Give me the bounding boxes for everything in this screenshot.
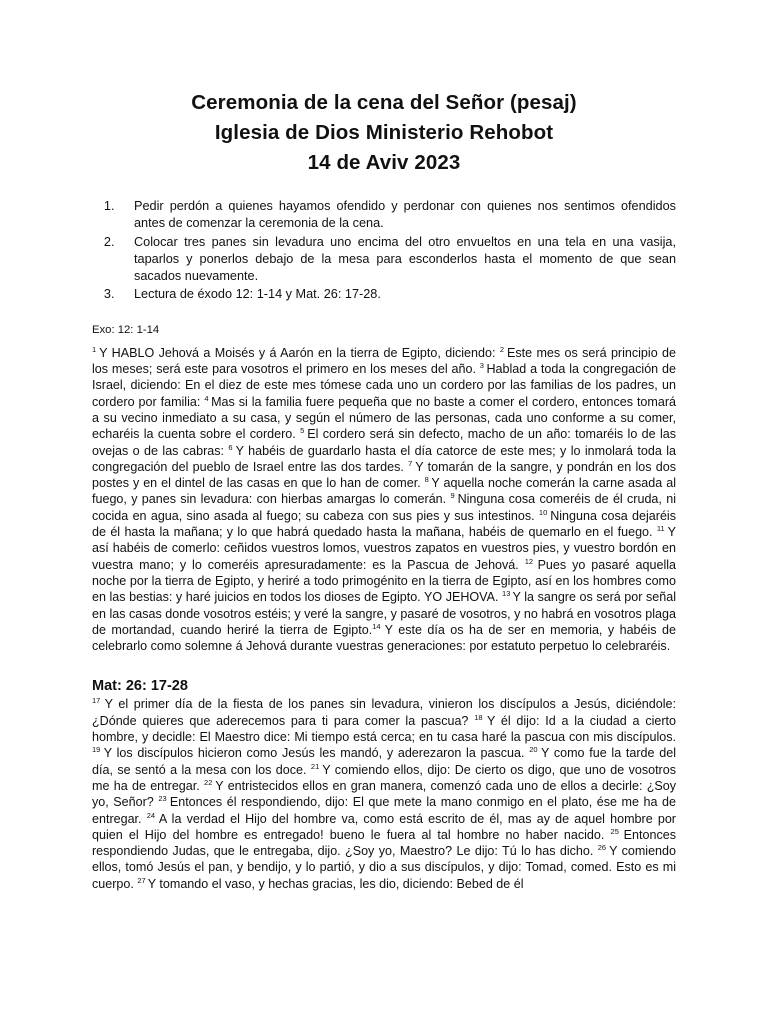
- matthew-passage: [92, 696, 676, 892]
- verse-text: Y comiendo ellos, tomó Jesús el pan, y bendijo, y lo partió, y dio a sus discípulos, y dijo: Tomad, comed. Esto es mi cuerpo.: [92, 844, 676, 891]
- verse-text: Este mes os será principio de los meses; será este para vosotros el primero en los meses del año.: [92, 345, 676, 377]
- subtitle-church: Iglesia de Dios Ministerio Rehobot: [214, 121, 554, 144]
- verse-number: 13: [502, 589, 513, 599]
- verse-number: 21: [310, 761, 323, 771]
- verse-text: El cordero será sin defecto, macho de un año: tomaréis lo de las ovejas o de las cabras:: [92, 427, 676, 458]
- title-date: 14 de Aviv 2023: [307, 151, 461, 174]
- verse-number: 8: [424, 475, 432, 485]
- verse-number: 4: [204, 393, 212, 403]
- verse-text: Y tomando el vaso, y hechas gracias, les dio, diciendo: Bebed de él: [147, 876, 524, 891]
- verse-text: A la verdad el Hijo del hombre va, como está escrito de él, mas ay de aquel hombre por quien el Hijo del hombre es entregado! bueno le fuera al tal hombre no haber nacido.: [92, 811, 676, 842]
- verse-text: Y el primer día de la fiesta de los panes sin levadura, vinieron los discípulos a Jesús, diciéndole: ¿Dónde quieres que aderecemos para ti para comer la pascua?: [92, 697, 676, 728]
- verse-text: Y aquella noche comerán la carne asada al fuego, y panes sin levadura: con hierbas amargas lo comerán.: [92, 476, 676, 507]
- verse-number: 12: [524, 556, 538, 566]
- verse-number: 17: [92, 696, 105, 706]
- verse-text: Y este día os ha de ser en memoria, y habéis de celebrarlo como solemne á Jehová durante vuestras generaciones: por estatuto perpetuo lo celebraréis.: [92, 622, 676, 654]
- verse-text: Ninguna cosa comeréis de él cruda, ni cocida en agua, sino asada al fuego; su cabeza con sus pies y sus intestinos.: [92, 492, 676, 523]
- verse-text: Y la sangre os será por señal en las casas donde vosotros estéis; y veré la sangre, y pasaré de vosotros, y no habrá en vosotros plaga de mortandad, cuando heriré la tierra de Egipto.: [92, 590, 676, 637]
- verse-text: Y habéis de guardarlo hasta el día catorce de este mes; y lo inmolará toda la congregación del pueblo de Israel entre las dos tardes.: [92, 443, 677, 474]
- step-item: 1. Pedir perdón a quienes hayamos ofendido y perdonar con quienes nos sentimos ofendidos antes de comenzar la ceremonia de la cena.: [118, 198, 676, 233]
- title-line: Ceremonia de la cena del Señor (pesaj): [191, 91, 577, 114]
- verse-text: Entonces él respondiendo, dijo: El que mete la mano conmigo en el plato, ése me ha de entregar.: [92, 795, 676, 826]
- verse-number: 27: [137, 875, 148, 885]
- verse-number: 25: [610, 826, 624, 836]
- verse-number: 19: [92, 745, 104, 755]
- verse-text: Ninguna cosa dejaréis de él hasta la mañana; y lo que habrá quedado hasta la mañana, habéis de quemarlo en el fuego.: [92, 508, 676, 540]
- verse-number: 26: [597, 843, 610, 853]
- verse-text: Y entristecidos ellos en gran manera, comenzó cada uno de ellos a decirle: ¿Soy yo, Señor?: [92, 778, 676, 810]
- verse-text: Y como fue la tarde del día, se sentó a la mesa con los doce.: [92, 746, 676, 777]
- exodus-heading: Exo: 12: 1-14: [92, 323, 160, 336]
- verse-number: 20: [529, 745, 541, 755]
- verse-number: 18: [474, 712, 487, 722]
- step-item: 3. Lectura de éxodo 12: 1-14 y Mat. 26: 17-28.: [118, 286, 676, 303]
- verse-number: 22: [204, 777, 216, 787]
- document-title: [92, 0, 676, 178]
- verse-text: Y HABLO Jehová a Moisés y á Aarón en la tierra de Egipto, diciendo:: [99, 345, 500, 360]
- verse-text: Y él dijo: Id a la ciudad a cierto hombre, y decidle: El Maestro dice: Mi tiempo está cerca; en tu casa haré la pascua con mis discípulos.: [92, 713, 676, 745]
- verse-number: 1: [92, 344, 100, 354]
- verse-text: Pues yo pasaré aquella noche por la tierra de Egipto, y heriré a todo primogénito en la tierra de Egipto, así en los hombres como en las bestias: y haré juicios en todos los dioses de Egipto. YO JEHOVA.: [92, 557, 677, 605]
- exodus-passage: [92, 345, 676, 655]
- step-item: 2. Colocar tres panes sin levadura uno encima del otro envueltos en una tela en una vasija, taparlos y ponerlos debajo de la mesa para esconderlos hasta el momento de que sean sacados nuevamente.: [118, 234, 676, 286]
- verse-text: Y los discípulos hicieron como Jesús les mandó, y aderezaron la pascua.: [103, 746, 530, 761]
- verse-number: 2: [499, 344, 507, 354]
- verse-number: 3: [479, 361, 487, 371]
- verse-number: 14: [372, 621, 385, 631]
- verse-number: 9: [450, 491, 458, 501]
- matthew-heading: Mat: 26: 17-28: [92, 678, 188, 695]
- verse-text: Y así habéis de comerlo: ceñidos vuestros lomos, vuestros zapatos en vuestros pies, y vuestro bordón en vuestra mano; y lo comeréis apresuradamente: es la Pascua de Jehová.: [92, 525, 676, 572]
- verse-number: 11: [656, 524, 668, 534]
- ceremony-steps-list: [92, 198, 676, 304]
- verse-number: 7: [408, 458, 416, 468]
- verse-number: 5: [300, 426, 308, 436]
- verse-number: 10: [538, 507, 551, 517]
- verse-number: 23: [158, 794, 170, 804]
- verse-number: 6: [228, 442, 236, 452]
- verse-number: 24: [146, 810, 159, 820]
- verse-text: Y tomarán de la sangre, y pondrán en los dos postes y en el dintel de las casas en que lo han de comer.: [92, 459, 676, 491]
- verse-text: Y comiendo ellos, dijo: De cierto os digo, que uno de vosotros me ha de entregar.: [92, 762, 676, 793]
- verse-text: Entonces respondiendo Judas, que le entregaba, dijo. ¿Soy yo, Maestro? Le dijo: Tú lo has dicho.: [92, 827, 676, 859]
- verse-text: Mas si la familia fuere pequeña que no baste a comer el cordero, entonces tomará a su vecino inmediato a su casa, y según el número de las personas, cada uno conforme a su comer, echaréis la cuenta sobre el cordero.: [92, 394, 676, 442]
- verse-text: Hablad a toda la congregación de Israel, diciendo: En el diez de este mes tómese cada uno un cordero por las familias de los padres, un cordero por familia:: [92, 362, 676, 409]
